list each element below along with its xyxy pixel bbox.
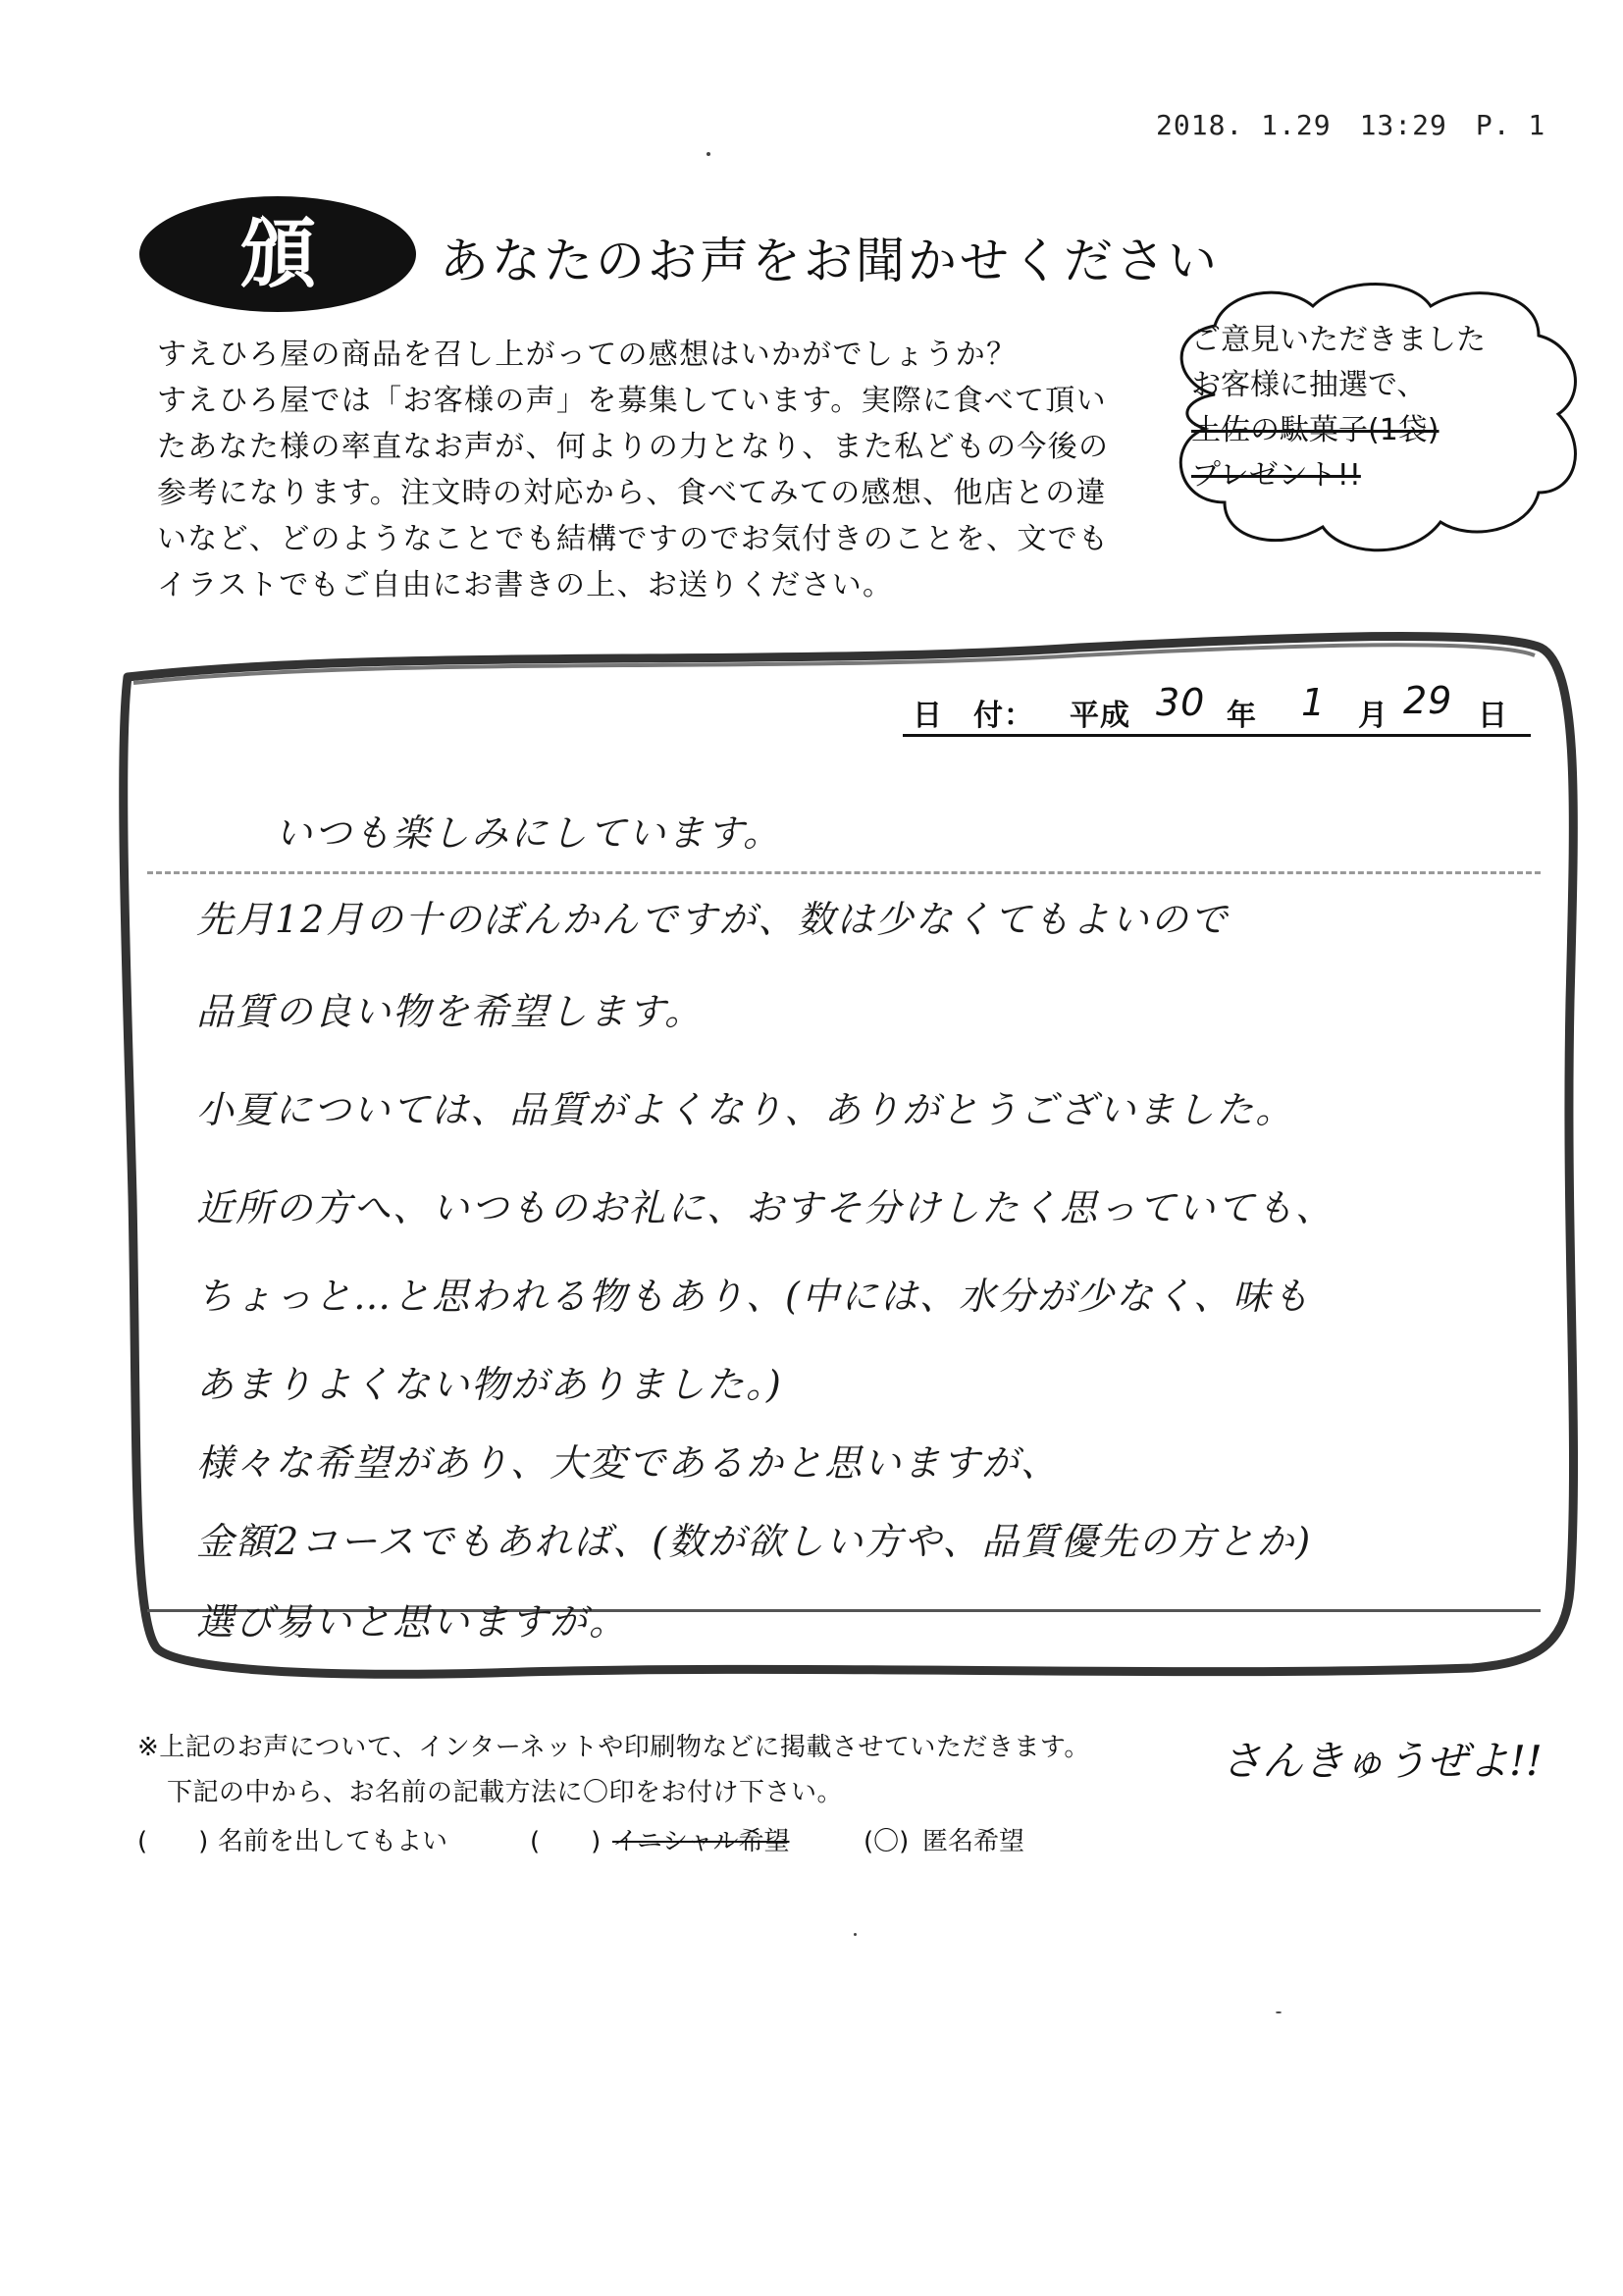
option-bracket-selected[interactable]: (〇) <box>864 1827 910 1856</box>
date-day-value: 29 <box>1403 679 1453 722</box>
intro-line: たあなた様の率直なお声が、何よりの力となり、また私どもの今後の <box>157 430 1110 464</box>
scan-speck <box>854 1933 857 1936</box>
date-label: 日 付： <box>913 699 1034 733</box>
fax-header: 2018. 1.29 13:29 P. 1 <box>1156 109 1546 141</box>
intro-line: 参考になります。注文時の対応から、食べてみての感想、他店との違 <box>157 476 1107 510</box>
promo-prize: 土佐の駄菓子(1袋) <box>1191 413 1440 447</box>
intro-line: すえひろ屋では「お客様の声」を募集しています。実際に食べて頂い <box>157 384 1107 418</box>
date-era: 平成 <box>1070 699 1130 733</box>
date-year-value: 30 <box>1156 681 1206 724</box>
publication-note: ※上記のお声について、インターネットや印刷物などに掲載させていただきます。 <box>137 1733 1090 1762</box>
handwritten-line: いつも楽しみにしています。 <box>275 811 782 855</box>
scan-speck <box>707 152 710 156</box>
handwritten-line: 様々な希望があり、大変であるかと思いますが、 <box>196 1441 1061 1485</box>
date-year-unit: 年 <box>1227 699 1257 733</box>
intro-line: いなど、どのようなことでも結構ですのでお気付きのことを、文でも <box>157 522 1110 556</box>
handwritten-line: ちょっと…と思われる物もあり、(中には、水分が少なく、味も <box>196 1275 1312 1318</box>
handwritten-line: 品質の良い物を希望します。 <box>196 990 704 1033</box>
promo-text <box>1191 318 1564 498</box>
handwritten-line: 近所の方へ、いつものお礼に、おすそ分けしたく思っていても、 <box>196 1186 1335 1229</box>
date-day-unit: 日 <box>1478 699 1508 733</box>
date-row <box>903 679 1531 737</box>
handwritten-line: あまりよくない物がありました。) <box>196 1363 783 1406</box>
option-bracket[interactable]: ( ) <box>137 1827 209 1856</box>
date-month-value: 1 <box>1301 681 1327 724</box>
date-month-unit: 月 <box>1358 699 1388 733</box>
intro-line: すえひろ屋の商品を召し上がっての感想はいかがでしょうか？ <box>157 338 1018 372</box>
name-option-instruction: 下記の中から、お名前の記載方法に〇印をお付け下さい。 <box>167 1778 844 1807</box>
intro-line: イラストでもご自由にお書きの上、お送りください。 <box>157 568 894 602</box>
thanks-message: さんきゅうぜよ!! <box>1221 1737 1543 1785</box>
intro-paragraph <box>157 332 1158 608</box>
handwritten-line: 金額2コースでもあれば、(数が欲しい方や、品質優先の方とか) <box>196 1520 1313 1563</box>
promo-line: お客様に抽選で、 <box>1191 368 1427 402</box>
handwritten-line: 選び易いと思いますが。 <box>196 1600 629 1644</box>
scan-speck <box>1276 2011 1282 2013</box>
badge-label: 頒 <box>238 209 316 298</box>
option-label: 匿名希望 <box>922 1827 1025 1856</box>
handwritten-line: 先月12月の十のぼんかんですが、数は少なくてもよいので <box>196 898 1230 941</box>
page-title: あなたのお声をお聞かせください <box>440 233 1220 289</box>
handwritten-line: 小夏については、品質がよくなり、ありがとうございました。 <box>196 1088 1295 1131</box>
promo-present: プレゼント!! <box>1191 458 1361 493</box>
option-bracket[interactable]: ( ) <box>530 1827 602 1856</box>
promo-line: ご意見いただきました <box>1191 323 1486 357</box>
option-label: イニシャル希望 <box>612 1827 790 1856</box>
ruled-line <box>147 871 1541 874</box>
option-label: 名前を出してもよい <box>218 1827 448 1856</box>
